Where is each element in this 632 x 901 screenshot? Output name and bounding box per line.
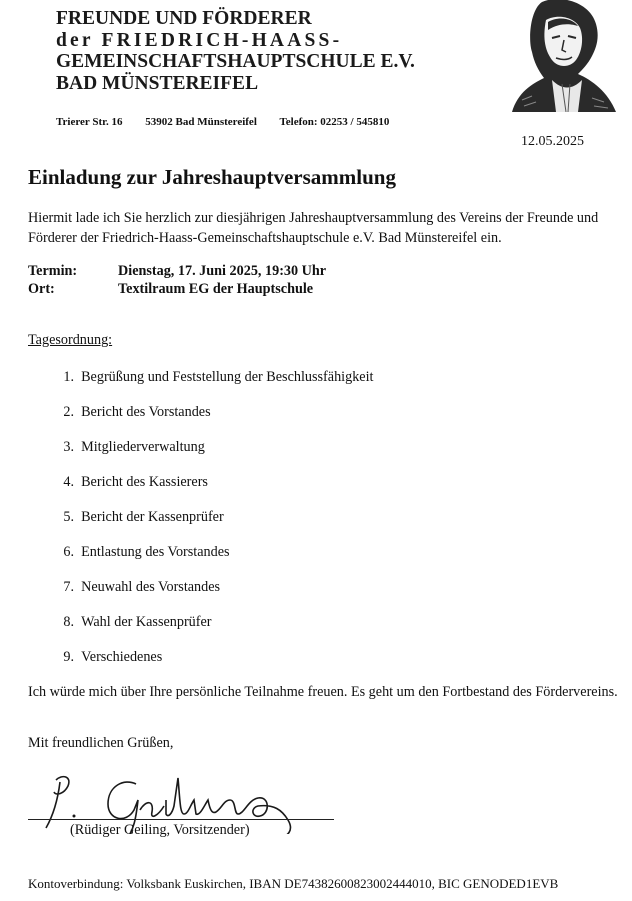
agenda-heading: Tagesordnung:: [28, 332, 113, 348]
signer-name: (Rüdiger Geiling, Vorsitzender): [70, 822, 250, 838]
agenda-item: 2. Bericht des Vorstandes: [63, 404, 211, 420]
agenda-item: 9. Verschiedenes: [63, 649, 163, 665]
letterhead-organization: [56, 8, 415, 94]
city: 53902 Bad Münstereifel: [145, 116, 257, 128]
agenda-item: 3. Mitgliederverwaltung: [63, 439, 205, 455]
ort-value: Textilraum EG der Hauptschule: [118, 281, 314, 297]
org-name-line-2: der FRIEDRICH-HAASS-: [56, 29, 343, 51]
greeting: Mit freundlichen Grüßen,: [28, 735, 174, 751]
meeting-location-row: [28, 280, 326, 298]
closing-paragraph: Ich würde mich über Ihre persönliche Teilnahme freuen. Es geht um den Fortbestand des Fördervereins.: [28, 684, 618, 700]
agenda-item: 7. Neuwahl des Vorstandes: [63, 579, 221, 595]
agenda-item: 1. Begrüßung und Feststellung der Beschlussfähigkeit: [63, 369, 374, 385]
agenda-item: 8. Wahl der Kassenprüfer: [63, 614, 212, 630]
agenda-list: [40, 369, 373, 684]
phone: Telefon: 02253 / 545810: [279, 116, 390, 128]
street: Trierer Str. 16: [56, 116, 123, 128]
agenda-item: 4. Bericht des Kassierers: [63, 474, 208, 490]
agenda-item: 5. Bericht der Kassenprüfer: [63, 509, 224, 525]
portrait-engraving-icon: [512, 0, 616, 112]
meeting-details: [28, 262, 326, 298]
signature-line: [28, 819, 334, 820]
letter-subject: Einladung zur Jahreshauptversammlung: [28, 165, 396, 189]
termin-value: Dienstag, 17. Juni 2025, 19:30 Uhr: [118, 263, 327, 279]
intro-paragraph: Hiermit lade ich Sie herzlich zur diesjährigen Jahreshauptversammlung des Vereins der Freunde und Förderer der Friedrich-Haass-Gemeinschaftshauptschule e.V. Bad Münstereifel ein.: [28, 210, 599, 246]
org-name-line-1: FREUNDE UND FÖRDERER: [56, 8, 312, 29]
bank-details: Kontoverbindung: Volksbank Euskirchen, IBAN DE74382600823002444010, BIC GENODED1EVB: [28, 876, 559, 891]
termin-label: Termin:: [28, 263, 78, 279]
org-name-line-3: GEMEINSCHAFTSHAUPTSCHULE E.V.: [56, 51, 415, 72]
letterhead-address: [56, 116, 409, 128]
meeting-date-row: [28, 262, 326, 280]
letter-date: 12.05.2025: [521, 134, 584, 149]
agenda-item: 6. Entlastung des Vorstandes: [63, 544, 230, 560]
org-name-line-4: BAD MÜNSTEREIFEL: [56, 72, 259, 94]
ort-label: Ort:: [28, 281, 55, 297]
